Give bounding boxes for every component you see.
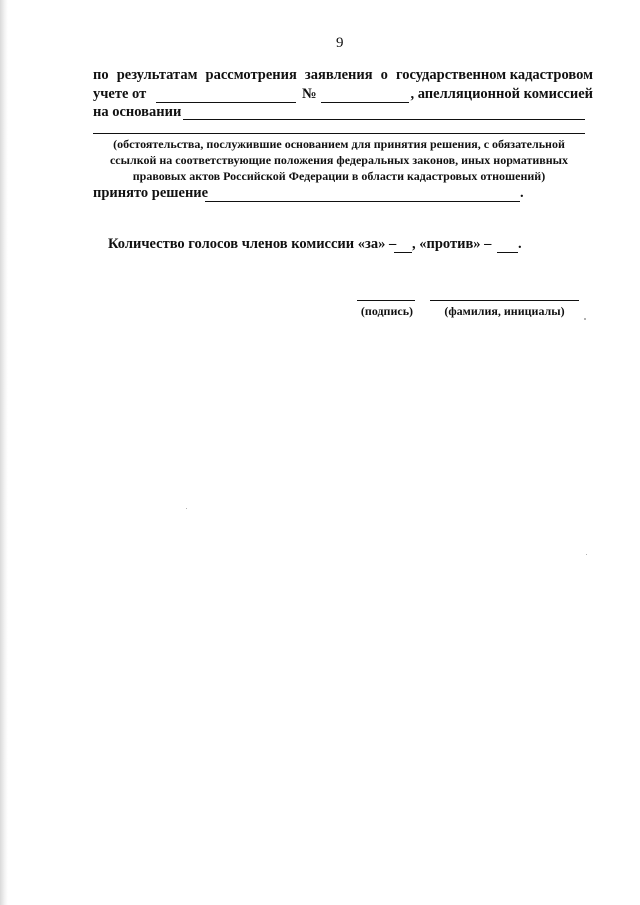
paragraph-line-1 xyxy=(93,67,593,84)
signature-field[interactable] xyxy=(357,300,415,301)
line1-word-3: рассмотрения xyxy=(205,67,297,83)
page-number: 9 xyxy=(336,35,344,51)
scan-speck xyxy=(584,318,586,320)
votes-against-label: , «против» – xyxy=(412,236,492,252)
line1-word-6: государственном кадастровом xyxy=(396,67,593,83)
scan-speck xyxy=(586,554,587,555)
name-initials-caption: (фамилия, инициалы) xyxy=(444,304,565,318)
votes-period: . xyxy=(518,236,522,252)
date-field[interactable] xyxy=(156,102,296,103)
explanatory-note-line-3: правовых актов Российской Федерации в области кадастровых отношений) xyxy=(132,169,546,183)
explanatory-note-line-2: ссылкой на соответствующие положения федеральных законов, иных нормативных xyxy=(109,153,569,167)
signature-caption: (подпись) xyxy=(360,304,414,318)
explanatory-note-line-1: (обстоятельства, послужившие основанием для принятия решения, с обязательной xyxy=(113,137,565,151)
decision-label: принято решение xyxy=(93,185,209,201)
decision-field[interactable] xyxy=(205,201,520,202)
date-label: учете от xyxy=(93,86,147,102)
basis-label: на основании xyxy=(93,104,182,120)
decision-period: . xyxy=(520,185,524,201)
basis-field[interactable] xyxy=(183,119,585,120)
scan-speck xyxy=(186,508,187,509)
line1-word-4: заявления xyxy=(304,67,373,83)
scan-edge-shadow xyxy=(0,0,8,905)
votes-against-field[interactable] xyxy=(497,252,518,253)
line1-word-1: по xyxy=(93,67,109,83)
votes-for-field[interactable] xyxy=(394,252,412,253)
name-initials-field[interactable] xyxy=(430,300,579,301)
line1-word-5: о xyxy=(380,67,388,83)
line1-word-2: результатам xyxy=(116,67,198,83)
basis-field-continued[interactable] xyxy=(93,133,585,134)
number-field[interactable] xyxy=(321,102,409,103)
number-sign: № xyxy=(302,86,317,102)
commission-text: , апелляционной комиссией xyxy=(410,86,593,102)
votes-label: Количество голосов членов комиссии «за» – xyxy=(108,236,397,252)
